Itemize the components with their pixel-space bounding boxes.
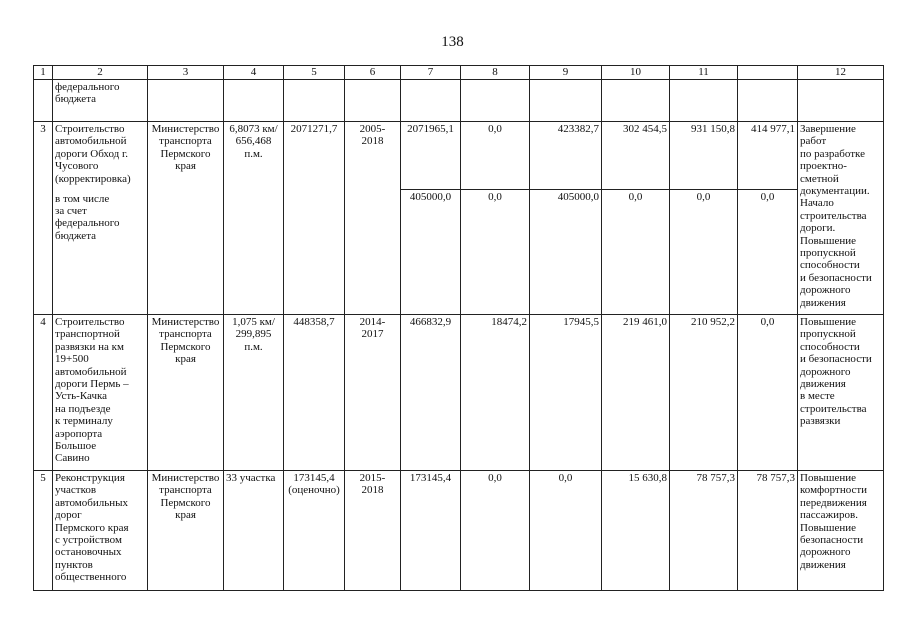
column-number: 7 [401, 66, 461, 80]
funding-value: 0,0 [738, 190, 798, 315]
column-number: 10 [602, 66, 670, 80]
carry-over-description: федерального бюджета [53, 80, 148, 122]
responsible-agency: Министерство транспорта Пермского края [148, 315, 224, 471]
funding-value: 78 757,3 [738, 471, 798, 591]
column-number [738, 66, 798, 80]
subrow-description: в том числе за счет федерального бюджета [53, 190, 148, 315]
funding-value: 0,0 [461, 471, 530, 591]
funding-value: 423382,7 [530, 122, 602, 190]
table-row [34, 122, 884, 190]
responsible-agency: Министерство транспорта Пермского края [148, 122, 224, 315]
funding-value: 0,0 [670, 190, 738, 315]
table-row [34, 315, 884, 471]
capacity: 33 участка [224, 471, 284, 591]
expected-result: Повышение пропускной способности и безопасности дорожного движения в месте строительства развязки [798, 315, 884, 471]
funding-value: 17945,5 [530, 315, 602, 471]
funding-value: 414 977,1 [738, 122, 798, 190]
funding-value: 219 461,0 [602, 315, 670, 471]
estimated-cost: 448358,7 [284, 315, 345, 471]
capacity: 6,8073 км/ 656,468 п.м. [224, 122, 284, 315]
funding-value: 405000,0 [530, 190, 602, 315]
funding-value: 0,0 [602, 190, 670, 315]
project-name: Строительство автомобильной дороги Обход г. Чусового (корректировка) [53, 122, 148, 190]
page-number: 138 [441, 34, 464, 50]
column-number: 4 [224, 66, 284, 80]
implementation-period: 2015- 2018 [345, 471, 401, 591]
column-number: 6 [345, 66, 401, 80]
funding-value: 173145,4 [401, 471, 461, 591]
column-number: 12 [798, 66, 884, 80]
row-number: 4 [34, 315, 53, 471]
column-number: 2 [53, 66, 148, 80]
column-number-row [34, 66, 884, 80]
estimated-cost: 173145,4 (оценочно) [284, 471, 345, 591]
funding-value: 210 952,2 [670, 315, 738, 471]
funding-value: 0,0 [738, 315, 798, 471]
row-number: 5 [34, 471, 53, 591]
project-name: Реконструкция участков автомобильных дорог Пермского края с устройством остановочных пунктов общественного [53, 471, 148, 591]
implementation-period: 2014- 2017 [345, 315, 401, 471]
column-number: 8 [461, 66, 530, 80]
column-number: 3 [148, 66, 224, 80]
capacity: 1,075 км/ 299,895 п.м. [224, 315, 284, 471]
expected-result: Завершение работ по разработке проектно- сметной документации. Начало строительства дороги. Повышение пропускной способности и безопасности дорожного движения [798, 122, 884, 315]
funding-value: 78 757,3 [670, 471, 738, 591]
funding-value: 466832,9 [401, 315, 461, 471]
funding-value: 931 150,8 [670, 122, 738, 190]
implementation-period: 2005- 2018 [345, 122, 401, 315]
column-number: 9 [530, 66, 602, 80]
column-number: 5 [284, 66, 345, 80]
column-number: 1 [34, 66, 53, 80]
estimated-cost: 2071271,7 [284, 122, 345, 315]
funding-value: 0,0 [461, 122, 530, 190]
table-row [34, 471, 884, 591]
funding-value: 0,0 [530, 471, 602, 591]
row-number: 3 [34, 122, 53, 315]
carry-over-row [34, 80, 884, 122]
responsible-agency: Министерство транспорта Пермского края [148, 471, 224, 591]
expected-result: Повышение комфортности передвижения пассажиров. Повышение безопасности дорожного движения [798, 471, 884, 591]
project-name: Строительство транспортной развязки на км 19+500 автомобильной дороги Пермь – Усть-Качка на подъезде к терминалу аэропорта Большое Савино [53, 315, 148, 471]
funding-value: 15 630,8 [602, 471, 670, 591]
funding-value: 2071965,1 [401, 122, 461, 190]
funding-value: 302 454,5 [602, 122, 670, 190]
funding-value: 0,0 [461, 190, 530, 315]
column-number: 11 [670, 66, 738, 80]
funding-value: 405000,0 [401, 190, 461, 315]
funding-value: 18474,2 [461, 315, 530, 471]
program-table [33, 65, 884, 591]
